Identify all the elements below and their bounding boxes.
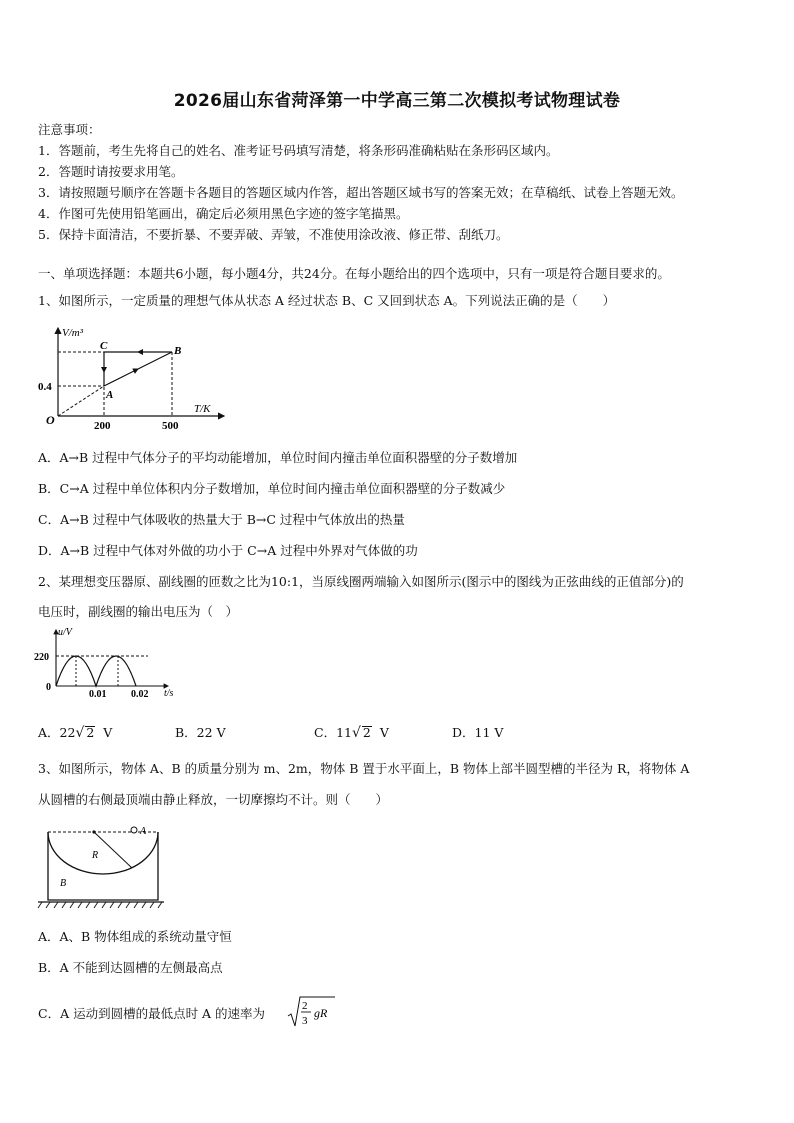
question-2-stem: 2、某理想变压器原、副线圈的匝数之比为10:1，当原线圈两端输入如图所示(图示中的图线为正弦曲线的正值部分)的 [38,574,684,589]
q3-groove-figure [36,820,166,910]
note-item: 5．保持卡面清洁，不要折暴、不要弄破、弄皱，不准使用涂改液、修正带、刮纸刀。 [38,227,509,242]
q2-option-a: A．22√ 2 V [38,725,113,741]
q1-option-d: D．A→B 过程中气体对外做的功小于 C→A 过程中外界对气体做的功 [38,543,418,558]
note-item: 1．答题前，考生先将自己的姓名、准考证号码填写清楚，将条形码准确粘贴在条形码区域内。 [38,143,559,158]
question-3-stem-cont: 从圆槽的右侧最顶端由静止释放，一切摩擦均不计。则（ ） [38,792,389,807]
note-item: 2．答题时请按要求用笔。 [38,164,184,179]
q3-option-a: A．A、B 物体组成的系统动量守恒 [38,929,232,944]
block-B [48,832,158,900]
x-tick: 0.02 [131,689,149,700]
x-tick: 0.01 [89,689,107,700]
rectified-sine-curve [56,656,136,686]
y-axis-label: V/m³ [62,327,84,339]
q1-option-c: C．A→B 过程中气体吸收的热量大于 B→C 过程中气体放出的热量 [38,512,405,527]
semicircle-groove [48,832,158,874]
label-R: R [92,850,99,861]
fraction-numerator: 2 [302,1000,308,1012]
point-A-label: A [106,389,114,401]
x-tick: 200 [94,420,111,432]
section-heading: 一、单项选择题：本题共6小题，每小题4分，共24分。在每小题给出的四个选项中，只有一项是符合题目要求的。 [38,266,670,281]
y-tick: 220 [34,652,49,663]
question-2-stem-cont: 电压时，副线圈的输出电压为（ ） [38,604,239,619]
q1-option-b: B．C→A 过程中单位体积内分子数增加，单位时间内撞击单位面积器壁的分子数减少 [38,481,506,496]
label-B: B [60,878,67,889]
formula-tail: gR [314,1006,328,1020]
point-C-label: C [100,340,108,352]
q1-vt-graph [34,322,234,434]
note-item: 3．请按照题号顺序在答题卡各题目的答题区域内作答，超出答题区域书写的答案无效；在草稿纸、试卷上答题无效。 [38,185,684,200]
q2-voltage-graph [34,624,184,700]
y-tick: 0.4 [38,381,52,393]
notes-heading: 注意事项： [38,122,101,137]
q3-option-b: B．A 不能到达圆槽的左侧最高点 [38,960,223,975]
q2-option-d: D．11 V [452,725,504,740]
y-axis-label: u/V [58,627,72,638]
fraction-denominator: 3 [302,1015,308,1027]
x-axis-label: T/K [194,403,211,415]
origin-label: 0 [46,682,51,693]
page-title: 2026届山东省菏泽第一中学高三第二次模拟考试物理试卷 [173,91,621,111]
point-B-label: B [174,345,182,357]
origin-label: O [46,413,55,427]
label-A: A [140,826,147,837]
x-tick: 500 [162,420,179,432]
q3-option-c: C．A 运动到圆槽的最低点时 A 的速率为 [38,1006,266,1021]
q3-option-c-formula [287,994,337,1030]
q2-option-b: B．22 V [175,725,226,740]
q2-option-c: C．11√ 2 V [314,725,389,741]
ball-A [131,827,137,833]
question-3-stem: 3、如图所示，物体 A、B 的质量分别为 m、2m，物体 B 置于水平面上，B 物体上部半圆型槽的半径为 R，将物体 A [38,761,690,776]
question-1-stem: 1、如图所示，一定质量的理想气体从状态 A 经过状态 B、C 又回到状态 A。下列说法正确的是（ ） [38,293,616,308]
q1-option-a: A．A→B 过程中气体分子的平均动能增加，单位时间内撞击单位面积器壁的分子数增加 [38,450,518,465]
x-axis-label: t/s [164,688,174,699]
note-item: 4．作图可先使用铅笔画出，确定后必须用黑色字迹的签字笔描黑。 [38,206,409,221]
